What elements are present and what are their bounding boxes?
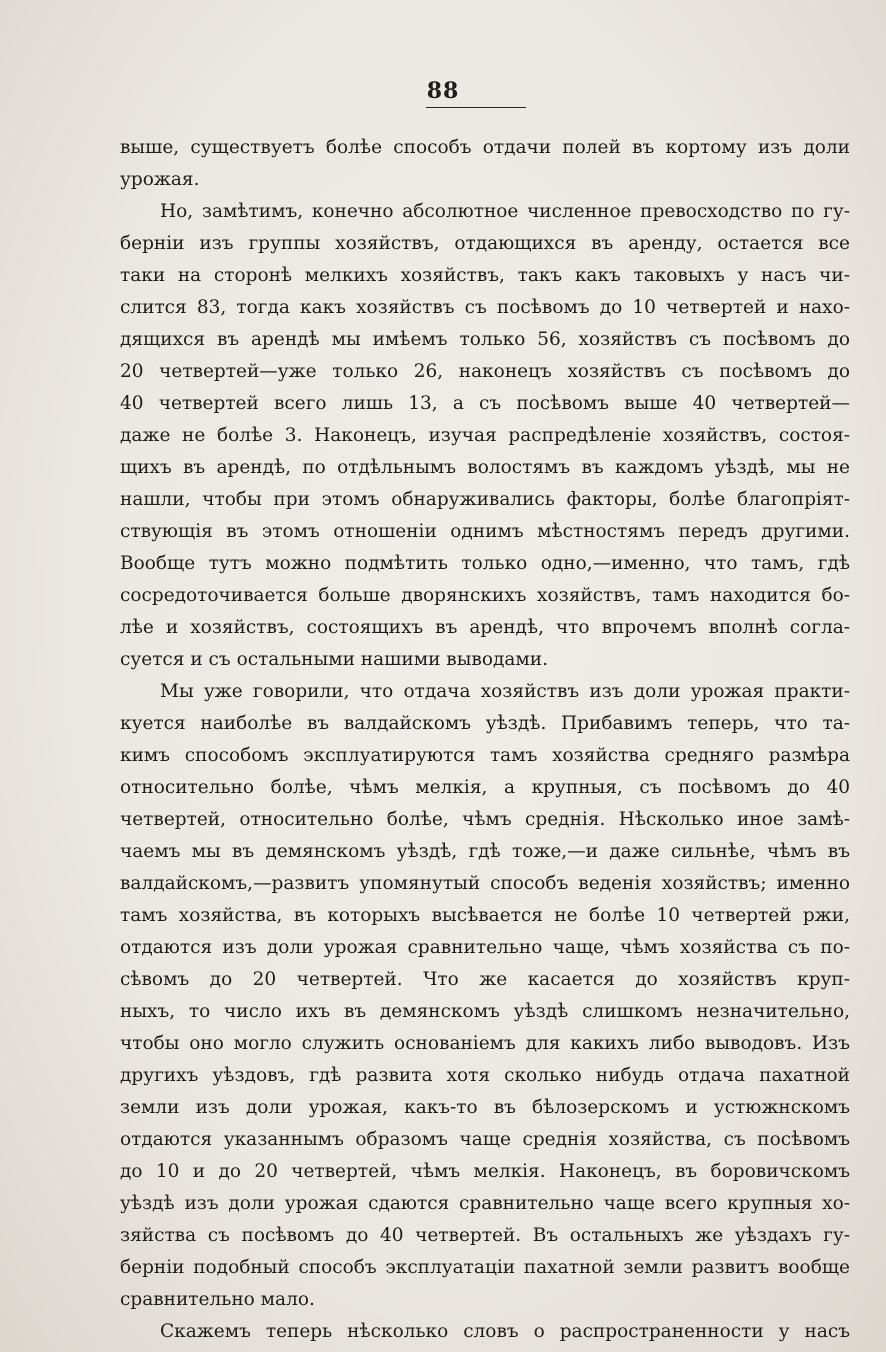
text-line: сравнительно мало.: [120, 1289, 315, 1310]
text-line: Но, замѣтимъ, конечно абсолютное численное превосходство по гу-: [160, 201, 850, 222]
text-line: 40 четвертей всего лишь 13, а съ посѣвомъ выше 40 четвертей—: [120, 393, 850, 414]
text-line: урожая.: [120, 169, 200, 190]
text-line: берніи подобный способъ эксплуатаціи пахатной земли развитъ вообще: [120, 1257, 850, 1278]
text-line: даже не болѣе 3. Наконецъ, изучая распредѣленіе хозяйствъ, состоя-: [120, 425, 850, 446]
text-line: до 10 и до 20 четвертей, чѣмъ мелкія. Наконецъ, въ боровичскомъ: [120, 1161, 850, 1182]
paragraph-2: [120, 196, 850, 676]
text-line: отдаются изъ доли урожая сравнительно чаще, чѣмъ хозяйства съ по-: [120, 937, 850, 958]
text-line: таки на сторонѣ мелкихъ хозяйствъ, такъ какъ таковыхъ у насъ чи-: [120, 265, 850, 286]
text-line: Скажемъ теперь нѣсколько словъ о распространенности у насъ: [160, 1321, 850, 1342]
page-number: 88: [426, 78, 460, 104]
text-line: Мы уже говорили, что отдача хозяйствъ изъ доли урожая практи-: [160, 681, 850, 702]
text-line: валдайскомъ,—развитъ упомянутый способъ веденія хозяйствъ; именно: [120, 873, 850, 894]
text-line: уѣздѣ изъ доли урожая сдаются сравнительно чаще всего крупныя хо-: [120, 1193, 850, 1214]
text-line: 20 четвертей—уже только 26, наконецъ хозяйствъ съ посѣвомъ до: [120, 361, 850, 382]
paragraph-3: [120, 676, 850, 1316]
text-line: сосредоточивается больше дворянскихъ хозяйствъ, тамъ находится бо-: [120, 585, 850, 606]
text-line: ныхъ, то число ихъ въ демянскомъ уѣздѣ слишкомъ незначительно,: [120, 1001, 850, 1022]
text-line: относительно болѣе, чѣмъ мелкія, а крупныя, съ посѣвомъ до 40: [120, 777, 850, 798]
text-line: дящихся въ арендѣ мы имѣемъ только 56, хозяйствъ съ посѣвомъ до: [120, 329, 850, 350]
text-line: сѣвомъ до 20 четвертей. Что же касается до хозяйствъ круп-: [120, 969, 850, 990]
paragraph-1: [120, 132, 850, 196]
text-line: кимъ способомъ эксплуатируются тамъ хозяйства средняго размѣра: [120, 745, 850, 766]
text-line: выше, существуетъ болѣе способъ отдачи полей въ кортому изъ доли: [120, 137, 850, 158]
text-line: щихъ въ арендѣ, по отдѣльнымъ волостямъ въ каждомъ уѣздѣ, мы не: [120, 457, 850, 478]
header-rule: [426, 107, 526, 108]
text-line: другихъ уѣздовъ, гдѣ развита хотя сколько нибудь отдача пахатной: [120, 1065, 850, 1086]
text-line: отдаются указаннымъ образомъ чаще среднія хозяйства, съ посѣвомъ: [120, 1129, 850, 1150]
text-line: зяйства съ посѣвомъ до 40 четвертей. Въ остальныхъ же уѣздахъ гу-: [120, 1225, 850, 1246]
text-line: лѣе и хозяйствъ, состоящихъ въ арендѣ, что впрочемъ вполнѣ согла-: [120, 617, 850, 638]
text-line: нашли, чтобы при этомъ обнаруживались факторы, болѣе благопріят-: [120, 489, 850, 510]
text-line: куется наиболѣе въ валдайскомъ уѣздѣ. Прибавимъ теперь, что та-: [120, 713, 850, 734]
text-line: земли изъ доли урожая, какъ-то въ бѣлозерскомъ и устюжнскомъ: [120, 1097, 850, 1118]
paragraph-4: [120, 1316, 850, 1348]
text-line: чаемъ мы въ демянскомъ уѣздѣ, гдѣ тоже,—и даже сильнѣе, чѣмъ въ: [120, 841, 850, 862]
body-text: [120, 132, 850, 1348]
text-line: Вообще тутъ можно подмѣтить только одно,—именно, что тамъ, гдѣ: [120, 553, 850, 574]
text-line: тамъ хозяйства, въ которыхъ высѣвается не болѣе 10 четвертей ржи,: [120, 905, 850, 926]
text-line: ствующія въ этомъ отношеніи однимъ мѣстностямъ передъ другими.: [120, 521, 850, 542]
text-line: чтобы оно могло служить основаніемъ для какихъ либо выводовъ. Изъ: [120, 1033, 850, 1054]
text-line: слится 83, тогда какъ хозяйствъ съ посѣвомъ до 10 четвертей и нахо-: [120, 297, 850, 318]
text-line: суется и съ остальными нашими выводами.: [120, 649, 549, 670]
text-line: берніи изъ группы хозяйствъ, отдающихся въ аренду, остается все: [120, 233, 850, 254]
text-line: четвертей, относительно болѣе, чѣмъ среднія. Нѣсколько иное замѣ-: [120, 809, 850, 830]
